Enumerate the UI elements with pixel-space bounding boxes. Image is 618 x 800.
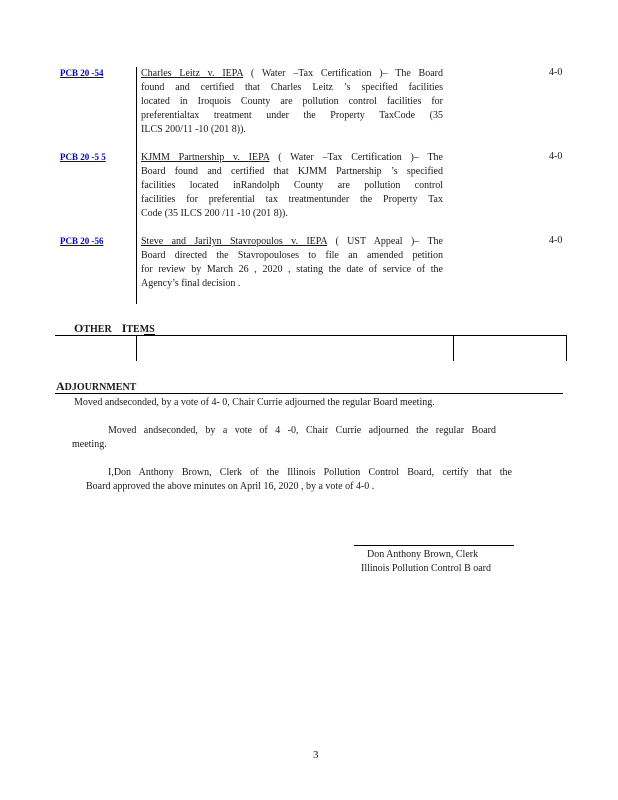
other-items-col-2	[453, 335, 454, 361]
case-1-line: ILCS 200/11 -10 (201 8)).	[141, 124, 246, 135]
case-2-line: facilities located inRandolph County are pollution control	[141, 180, 443, 191]
case-3-parties: Steve and Jarilyn Stavropoulos v.	[141, 236, 307, 247]
case-1-vote: 4-0	[549, 67, 563, 78]
case-entry-1	[141, 67, 443, 137]
case-2-type: ( Water –Tax Certification )– The	[269, 152, 443, 163]
other-items-heading: OTHER ITEMS	[74, 321, 155, 335]
case-entry-3	[141, 235, 443, 291]
case-2-line: Board found and certified that KJMM Partnership ’s specified	[141, 166, 443, 177]
case-1-parties: Charles Leitz v.	[141, 68, 223, 79]
case-3-line: for review by March 26 , 2020 , stating the date of service of the	[141, 264, 443, 275]
certification-paragraph: I,Don Anthony Brown, Clerk of the Illinois Pollution Control Board, certify that the Board approved the above minutes on April 16, 2020 , by a vote of 4-0 .	[86, 467, 512, 492]
other-items-col-1	[136, 335, 137, 361]
adjournment-motion-line: Moved andseconded, by a vote of 4- 0, Chair Currie adjourned the regular Board meeting.	[74, 397, 435, 408]
case-link-pcb-20-56[interactable]: PCB 20 -56	[60, 236, 104, 246]
signature-name: Don Anthony Brown, Clerk	[367, 549, 479, 560]
case-3-type: ( UST Appeal )– The	[327, 236, 444, 247]
case-2-vote: 4-0	[549, 151, 563, 162]
case-3-vote: 4-0	[549, 235, 563, 246]
case-2-iepa: IEPA	[248, 152, 270, 163]
case-entry-2	[141, 151, 443, 221]
case-1-line: found and certified that Charles Leitz ’s specified facilities	[141, 82, 443, 93]
case-3-iepa: IEPA	[306, 236, 328, 247]
case-1-line: located in Iroquois County are pollution control facilities for	[141, 96, 443, 107]
case-column-divider	[136, 67, 137, 304]
case-1-iepa: IEPA	[222, 68, 244, 79]
adjournment-rule	[55, 393, 563, 394]
adjournment-heading: ADJOURNMENT	[56, 379, 137, 393]
other-items-table-top	[55, 335, 567, 336]
other-items-col-3	[566, 335, 567, 361]
case-1-line: preferentialtax treatment under the Property TaxCode (35	[141, 110, 443, 121]
case-3-line: Board directed the Stavropouloses to file an amended petition	[141, 250, 443, 261]
adjournment-motion-paragraph: Moved andseconded, by a vote of 4 -0, Chair Currie adjourned the regular Board meeting.	[72, 425, 496, 450]
case-link-pcb-20-54[interactable]: PCB 20 -54	[60, 68, 104, 78]
signature-org: Illinois Pollution Control B oard	[361, 563, 492, 574]
case-1-type: ( Water –Tax Certification )– The Board	[243, 68, 443, 79]
case-2-parties: KJMM Partnership v.	[141, 152, 249, 163]
case-2-line: facilities for preferential tax treatmentunder the Property Tax	[141, 194, 443, 205]
case-3-line: Agency’s final decision .	[141, 278, 241, 289]
signature-line	[354, 545, 514, 546]
case-2-line: Code (35 ILCS 200 /11 -10 (201 8)).	[141, 208, 288, 219]
case-link-pcb-20-55[interactable]: PCB 20 -5 5	[60, 152, 106, 162]
page-number: 3	[313, 749, 319, 761]
